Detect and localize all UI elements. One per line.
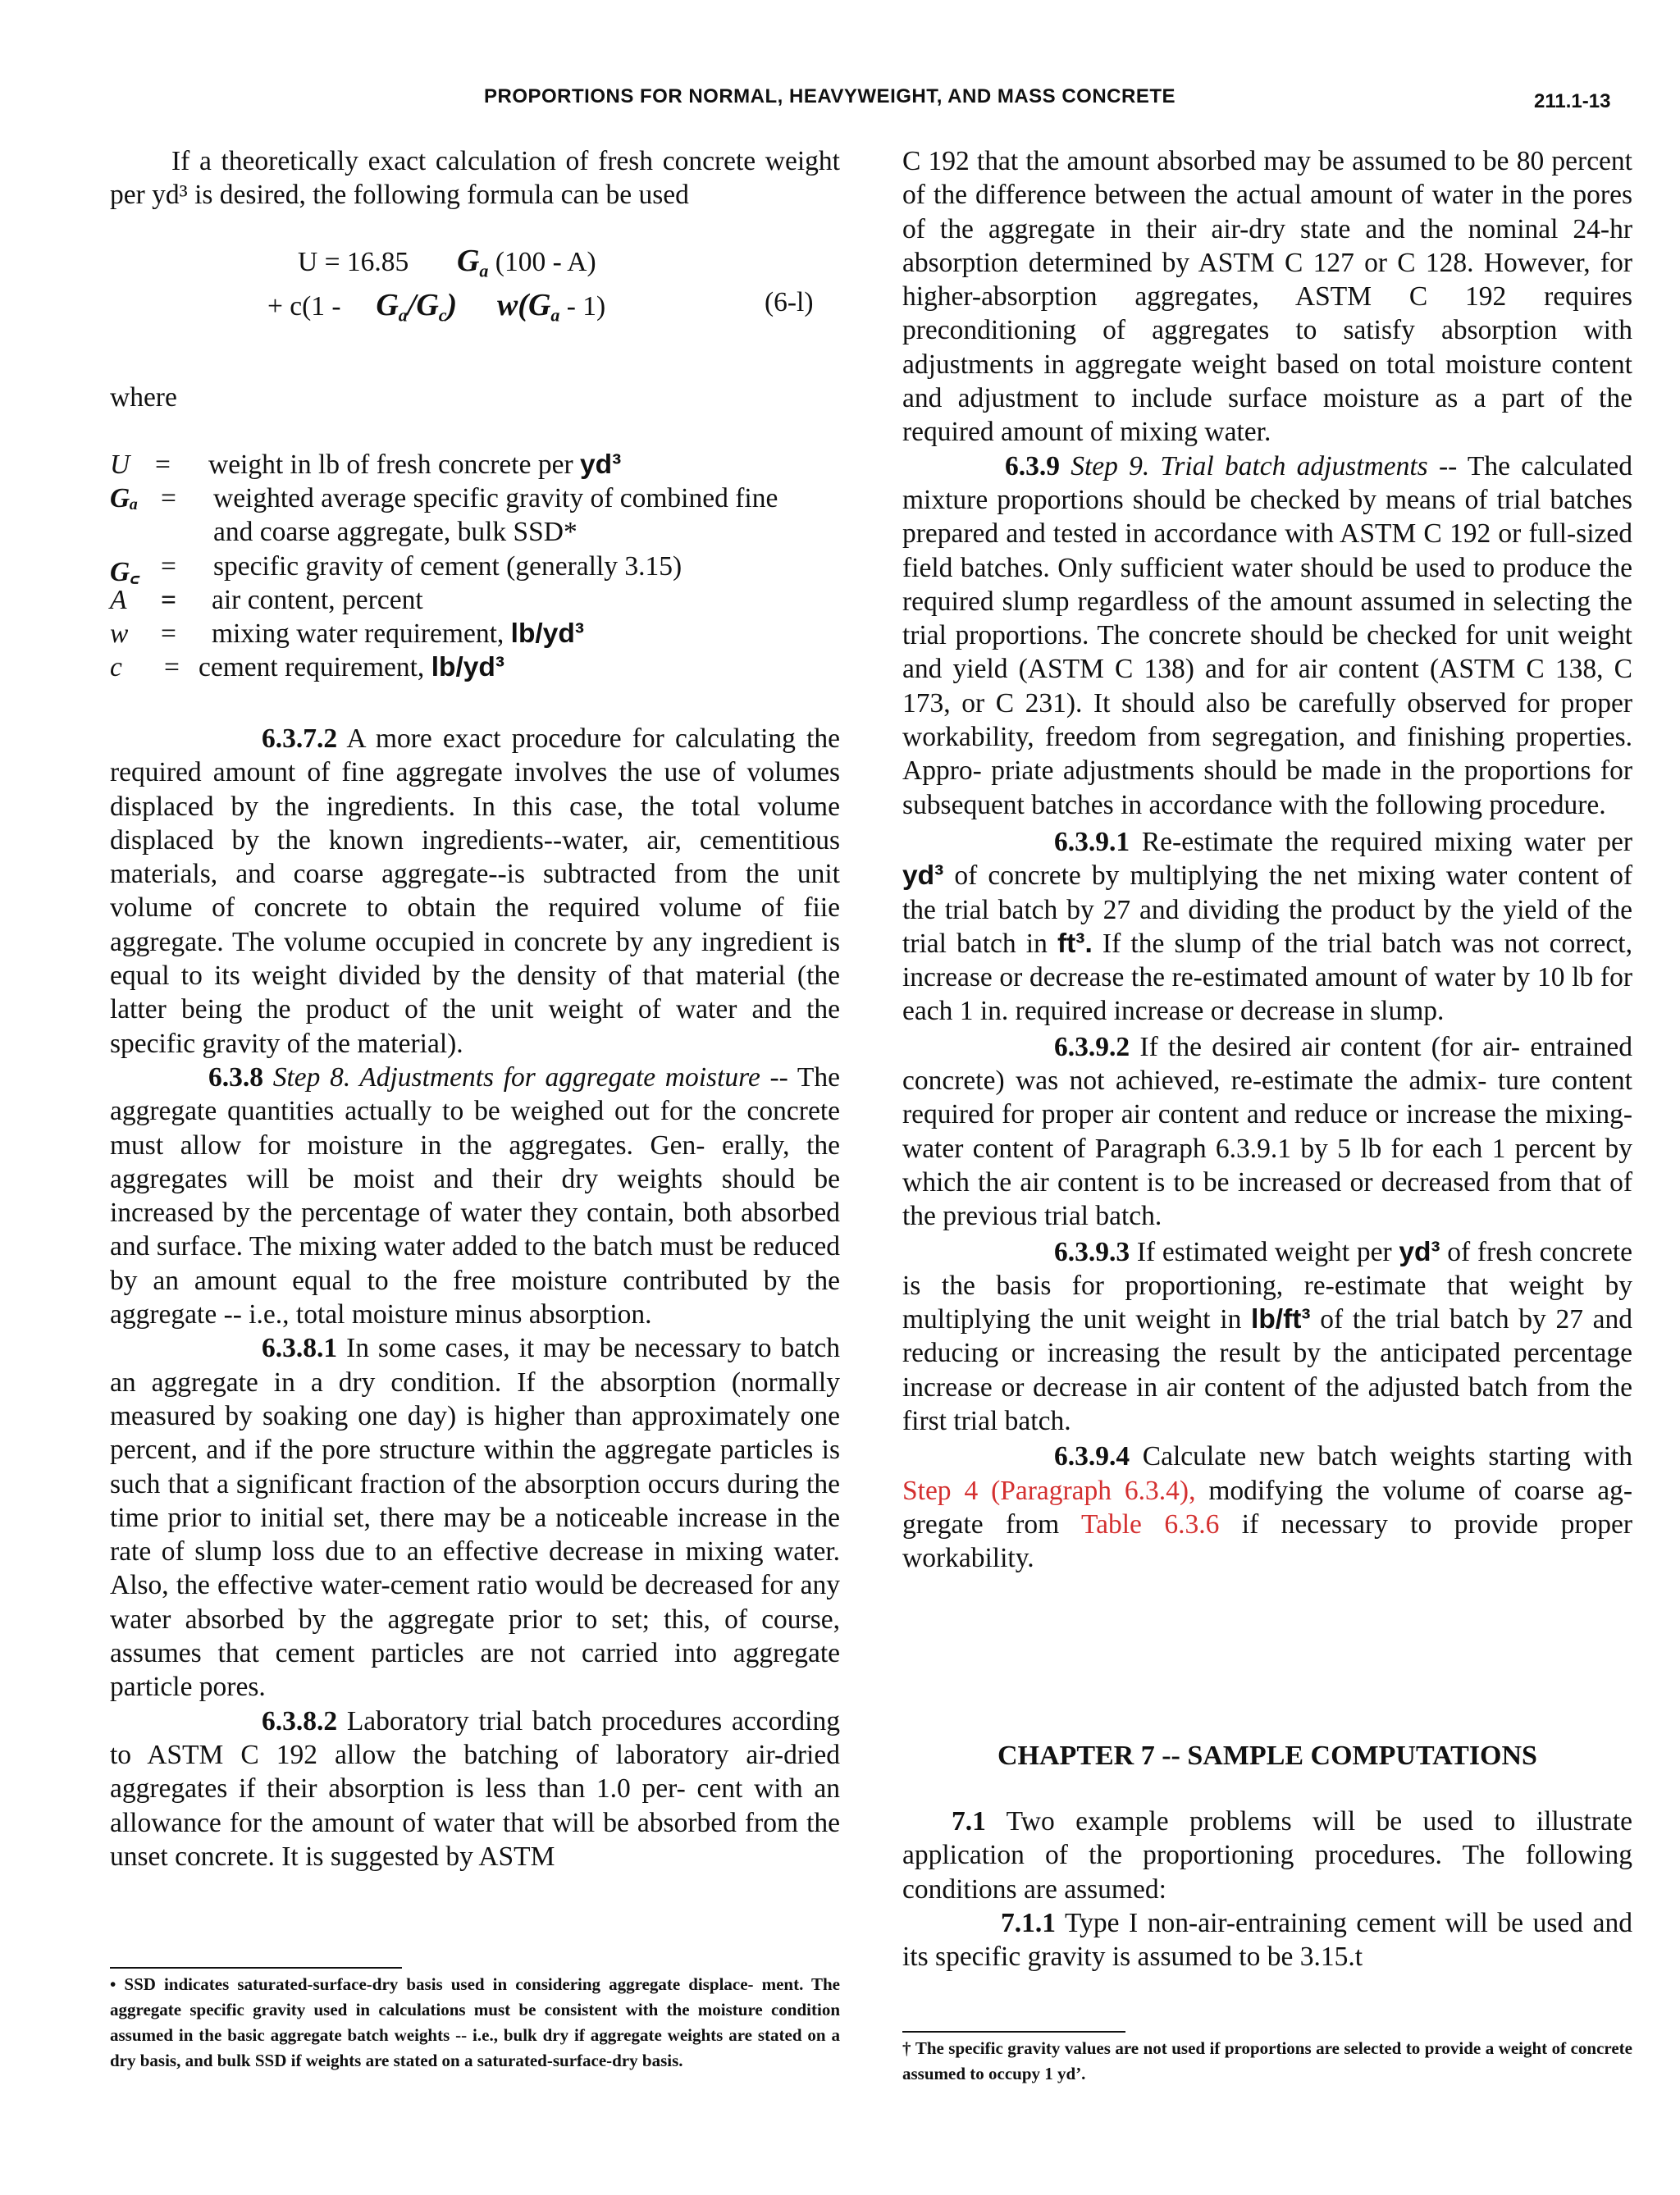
paragraph-6-3-9: 6.3.9 Step 9. Trial batch adjustments -- The calculated mixture proportions should be checked by means of trial batches prepared and tested in accordance with ASTM C 192 or full-sized field batches. Only sufficient water should be used to produce the required slump regardless of the amount assumed in selecting the trial proportions. The concrete should be checked for unit weight and yield (ASTM C 138) and for air content (ASTM C 138, C 173, or C 231). It should also be carefully observed for proper workability, freedom from segregation, and finishing properties. Appro- priate adjustments should be made in the proportions for subsequent batches in accordance with the following procedure. [902, 450, 1633, 820]
paragraph-6-3-9-4: 6.3.9.4 Calculate new batch weights starting with Step 4 (Paragraph 6.3.4), modifying the volume of coarse ag- gregate from Table 6.3.6 if necessary to provide proper workability. [902, 1441, 1633, 1574]
paragraph-6-3-8-2: 6.3.8.2 Laboratory trial batch procedures according to ASTM C 192 allow the batching of laboratory air-dried aggregates if their absorption is less than 1.0 per- cent with an allowance for the amount of water that will be absorbed from the unset concrete. It is suggested by ASTM [110, 1705, 840, 1872]
equation-number: (6-l) [765, 287, 814, 317]
paragraph-7-1: 7.1 Two example problems will be used to illustrate application of the proportioning procedures. The following conditions are assumed: [902, 1806, 1632, 1905]
running-header: PROPORTIONS FOR NORMAL, HEAVYWEIGHT, AND MASS CONCRETE [484, 85, 1176, 107]
paragraph-6-3-9-1: 6.3.9.1 Re-estimate the required mixing water per yd³ of concrete by multiplying the net mixing water content of the trial batch by 27 and dividing the product by the yield of the trial batch in ft³. If the slump of the trial batch was not correct, increase or decrease the re-estimated amount of water by 10 lb for each 1 in. required increase or decrease in slump. [902, 826, 1632, 1027]
paragraph-6-3-9-3: 6.3.9.3 If estimated weight per yd³ of fresh concrete is the basis for proportioning, re-estimate that weight by multiplying the unit weight in lb/ft³ of the trial batch by 27 and reducing or increasing the result by the anticipated percentage increase or decrease in air content of the adjusted batch from the first trial batch. [902, 1236, 1633, 1436]
chapter-heading: CHAPTER 7 -- SAMPLE COMPUTATIONS [998, 1741, 1537, 1771]
right-body [902, 144, 1632, 1575]
link-step-4[interactable]: Step 4 (Paragraph 6.3.4), [902, 1475, 1196, 1506]
paragraph-6-3-8: 6.3.8 Step 8. Adjustments for aggregate moisture -- The aggregate quantities actually to be weighed out for the concrete must allow for moisture in the aggregates. Gen- erally, the aggregates will be moist and their dry weights should be increased by the percentage of water they contain, both absorbed and surface. The mixing water added to the batch must be reduced by an amount equal to the free moisture contributed by the aggregate -- i.e., total moisture minus absorption. [110, 1061, 840, 1330]
paragraph-continued: C 192 that the amount absorbed may be assumed to be 80 percent of the difference between the actual amount of water in the pores of the aggregate in their air-dry state and the nominal 24-hr absorption determined by ASTM C 127 or C 128. However, for higher-absorption aggregates, ASTM C 192 requires preconditioning of aggregates to satisfy absorption with adjustments in aggregate weight based on total moisture content and adjustment to include surface moisture as a part of the required amount of mixing water. [902, 146, 1632, 448]
footnote-rule [902, 2031, 1125, 2033]
paragraph-6-3-8-1: 6.3.8.1 In some cases, it may be necessary to batch an aggregate in a dry condition. If the absorption (normally measured by soaking one day) is higher than approximately one percent, and if the pore structure within the aggregate particles is such that a significant fraction of the absorption occurs during the time prior to initial set, there may be a noticeable increase in the rate of slump loss due to an effective decrease in mixing water. Also, the effective water-cement ratio would be decreased for any water absorbed by the aggregate prior to set; this, of course, assumes that cement particles are not carried into aggregate particle pores. [110, 1333, 840, 1703]
footnote-rule [110, 1967, 402, 1969]
left-body [110, 722, 840, 1873]
paragraph-6-3-7-2: 6.3.7.2 A more exact procedure for calculating the required amount of fine aggregate involves the use of volumes displaced by the ingredients. In this case, the total volume displaced by the known ingredients--water, air, cementitious materials, and coarse aggregate--is subtracted from the unit volume of concrete to obtain the required volume of fiie aggregate. The volume occupied in concrete by any ingredient is equal to its weight divided by the density of that material (the latter being the product of the unit weight of water and the specific gravity of the material). [110, 723, 840, 1059]
paragraph-6-3-9-2: 6.3.9.2 If the desired air content (for air- entrained concrete) was not achieved, re-estimate the admix- ture content required for proper air content and reduce or increase the mixing-water content of Paragraph 6.3.9.1 by 5 lb for each 1 percent by which the air content is to be increased or decreased from that of the previous trial batch. [902, 1031, 1632, 1232]
paragraph-7-1-1: 7.1.1 Type I non-air-entraining cement will be used and its specific gravity is assumed to be 3.15.t [902, 1907, 1632, 1973]
equation-line-1: U = 16.85 $G_a$ (100 - A) [298, 244, 596, 281]
where-label: where [110, 382, 177, 413]
page-number: 211.1-13 [1534, 90, 1611, 112]
footnote-ssd: • SSD indicates saturated-surface-dry basis used in considering aggregate displace- ment. The aggregate specific gravity used in calculations must be consistent with the moisture condition assumed in the basic aggregate batch weights -- i.e., bulk dry if aggregate weights are stated on a dry basis, and bulk SSD if weights are stated on a saturated-surface-dry basis. [110, 1974, 840, 2070]
equation-line-2: + $c(1 - G_a/G_c)$ $w(G_a - 1)$ [267, 288, 606, 326]
link-table-6-3-6[interactable]: Table 6.3.6 [1080, 1508, 1220, 1540]
chapter-7-body [902, 1805, 1632, 1974]
intro-paragraph: If a theoretically exact calculation of fresh concrete weight per yd³ is desired, the following formula can be used [110, 146, 840, 211]
footnote-specific-gravity: † The specific gravity values are not used if proportions are selected to provide a weight of concrete assumed to occupy 1 yd’. [902, 2038, 1632, 2083]
